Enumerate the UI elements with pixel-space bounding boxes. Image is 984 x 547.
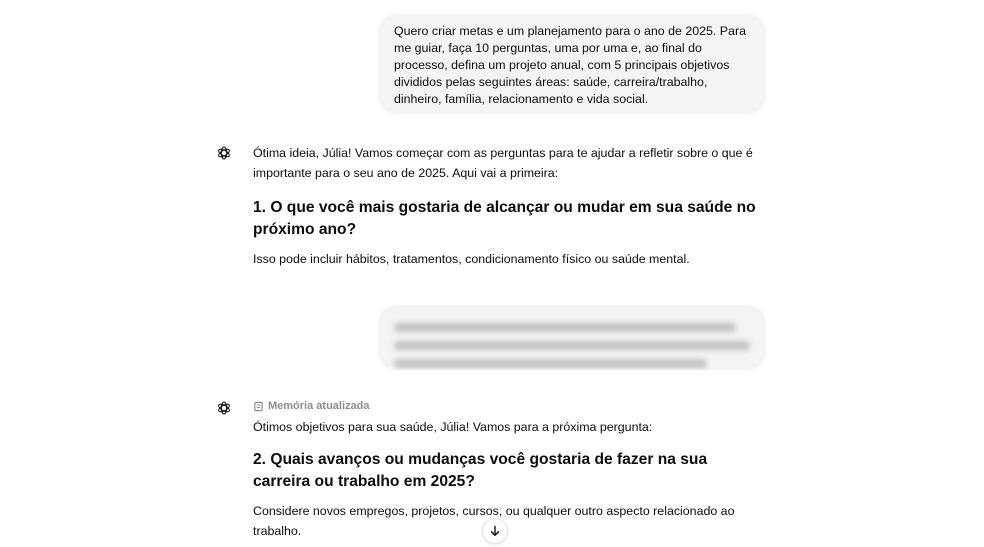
user-message <box>378 14 766 114</box>
memory-updated-indicator[interactable] <box>253 400 768 412</box>
assistant-message <box>253 400 768 541</box>
scroll-to-bottom-button[interactable] <box>482 518 508 544</box>
user-message-text: Quero criar metas e um planejamento para o ano de 2025. Para me guiar, faça 10 perguntas, uma por uma e, ao final do processo, defina um projeto anual, com 5 principais objetivos divididos pelas seguintes áreas: saúde, carreira/trabalho, dinheiro, família, relacionamento e vida social. <box>394 24 746 106</box>
openai-logo-icon <box>216 400 232 416</box>
assistant-intro: Ótimos objetivos para sua saúde, Júlia! Vamos para a próxima pergunta: <box>253 420 653 434</box>
memory-icon <box>253 401 264 412</box>
openai-logo-icon <box>216 145 232 161</box>
assistant-question: 1. O que você mais gostaria de alcançar ou mudar em sua saúde no próximo ano? <box>253 199 756 238</box>
memory-label: Memória atualizada <box>268 400 370 412</box>
user-message-blurred <box>378 305 766 370</box>
assistant-hint: Isso pode incluir hábitos, tratamentos, condicionamento físico ou saúde mental. <box>253 252 690 266</box>
assistant-message <box>253 143 768 269</box>
blurred-text <box>394 323 750 368</box>
arrow-down-icon <box>489 525 501 537</box>
assistant-hint: Considere novos empregos, projetos, cursos, ou qualquer outro aspecto relacionado ao trabalho. <box>253 504 735 538</box>
assistant-question: 2. Quais avanços ou mudanças você gostaria de fazer na sua carreira ou trabalho em 2025? <box>253 451 708 490</box>
assistant-intro: Ótima ideia, Júlia! Vamos começar com as perguntas para te ajudar a refletir sobre o que é importante para o seu ano de 2025. Aqui vai a primeira: <box>253 146 753 180</box>
